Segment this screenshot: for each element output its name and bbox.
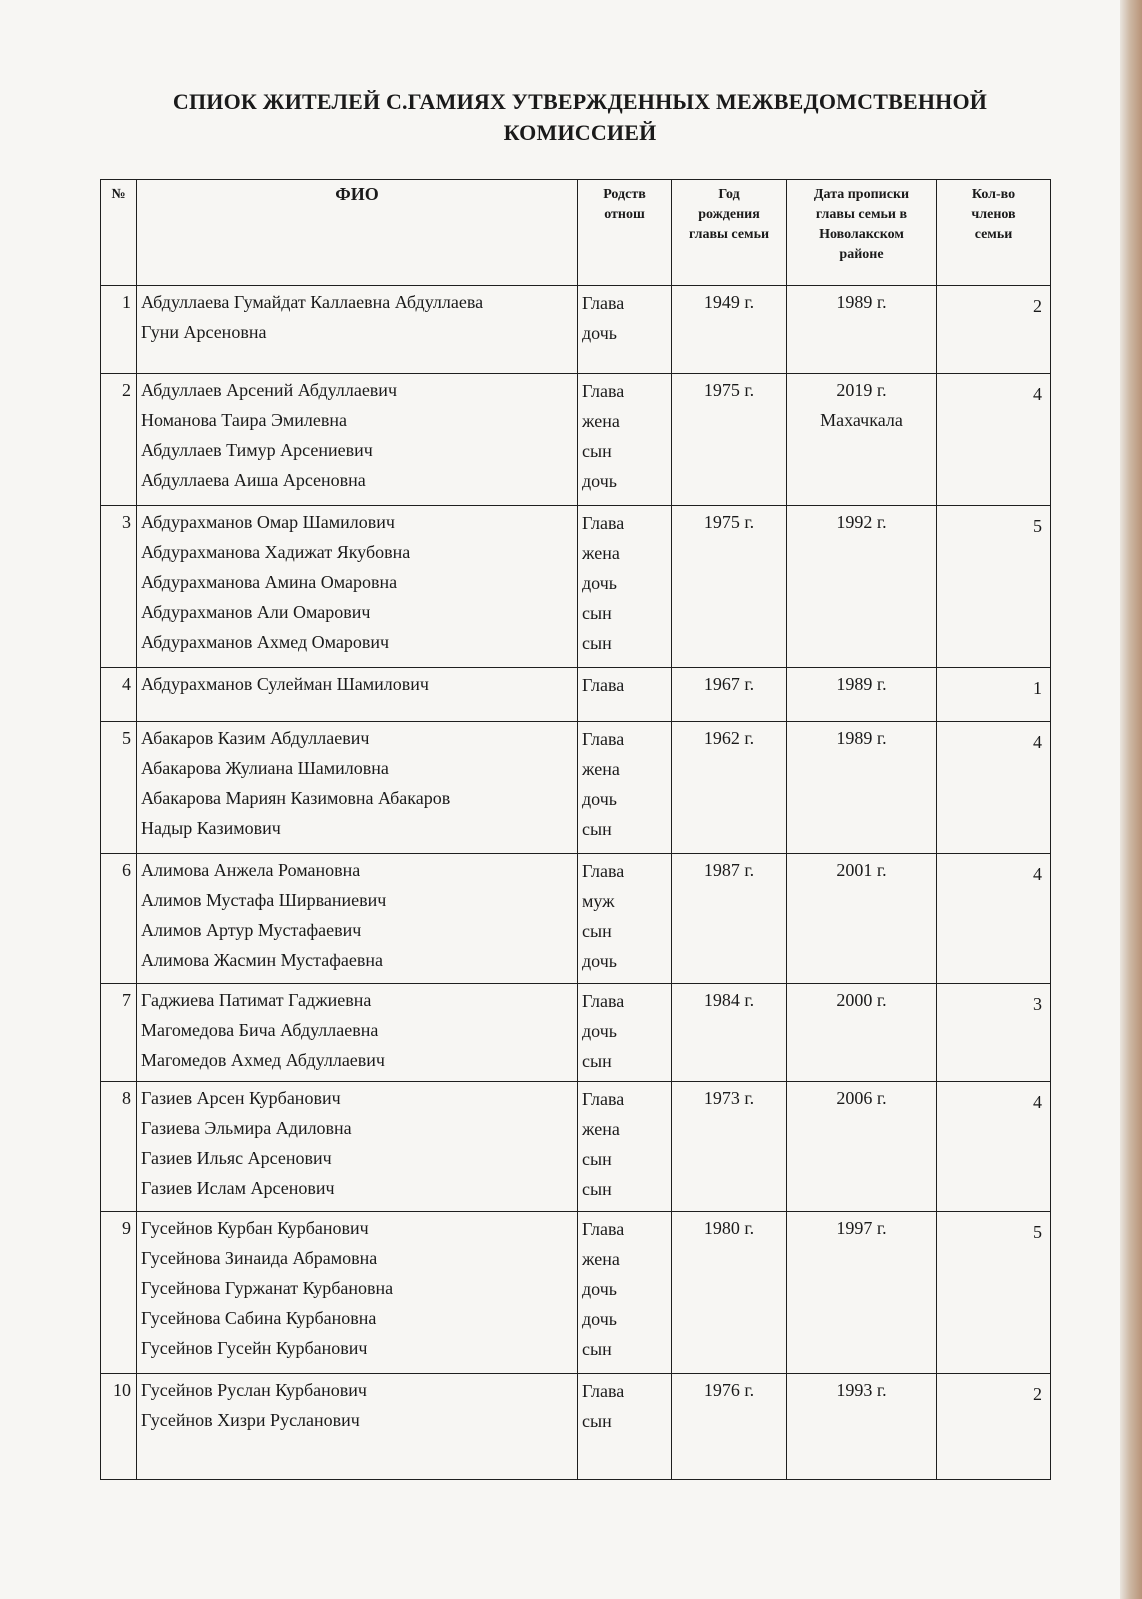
row-birth-year: 1973 г.	[672, 1082, 787, 1212]
row-member-count: 2	[937, 286, 1051, 374]
row-registration: 2019 г. Махачкала	[787, 374, 937, 506]
row-registration: 2006 г.	[787, 1082, 937, 1212]
row-number: 5	[101, 722, 137, 854]
row-birth-year: 1949 г.	[672, 286, 787, 374]
row-relations: Глава жена сын сын	[578, 1082, 672, 1212]
table-row	[101, 984, 1051, 1082]
row-registration: 1992 г.	[787, 506, 937, 668]
row-relations: Глава дочь	[578, 286, 672, 374]
row-relations: Глава дочь сын	[578, 984, 672, 1082]
row-member-count: 2	[937, 1374, 1051, 1480]
table-row	[101, 286, 1051, 374]
row-names: Абдурахманов Сулейман Шамилович	[137, 668, 578, 722]
row-birth-year: 1962 г.	[672, 722, 787, 854]
table-row	[101, 854, 1051, 984]
table-header-row	[101, 180, 1051, 286]
row-relations: Глава жена дочь сын	[578, 722, 672, 854]
row-registration: 2001 г.	[787, 854, 937, 984]
header-reg: Дата прописки главы семьи в Новолакском районе	[787, 180, 937, 286]
row-birth-year: 1976 г.	[672, 1374, 787, 1480]
row-relations: Глава жена дочь дочь сын	[578, 1212, 672, 1374]
row-relations: Глава жена дочь сын сын	[578, 506, 672, 668]
row-number: 4	[101, 668, 137, 722]
row-birth-year: 1975 г.	[672, 374, 787, 506]
row-number: 3	[101, 506, 137, 668]
document-title: СПИОК ЖИТЕЛЕЙ С.ГАМИЯХ УТВЕРЖДЕННЫХ МЕЖВЕДОМСТВЕННОЙ КОМИССИЕЙ	[172, 89, 988, 145]
row-names: Абдурахманов Омар Шамилович Абдурахманова Хадижат Якубовна Абдурахманова Амина Омаровна Абдурахманов Али Омарович Абдурахманов Ахмед Омарович	[137, 506, 578, 668]
table-row	[101, 374, 1051, 506]
row-member-count: 5	[937, 1212, 1051, 1374]
row-relations: Глава муж сын дочь	[578, 854, 672, 984]
row-relations: Глава жена сын дочь	[578, 374, 672, 506]
row-birth-year: 1987 г.	[672, 854, 787, 984]
row-names: Алимова Анжела Романовна Алимов Мустафа Ширваниевич Алимов Артур Мустафаевич Алимова Жасмин Мустафаевна	[137, 854, 578, 984]
row-registration: 1989 г.	[787, 668, 937, 722]
row-birth-year: 1980 г.	[672, 1212, 787, 1374]
row-number: 8	[101, 1082, 137, 1212]
table-row	[101, 668, 1051, 722]
row-registration: 1993 г.	[787, 1374, 937, 1480]
row-names: Газиев Арсен Курбанович Газиева Эльмира Адиловна Газиев Ильяс Арсенович Газиев Ислам Арсенович	[137, 1082, 578, 1212]
row-member-count: 1	[937, 668, 1051, 722]
table-row	[101, 1082, 1051, 1212]
paper-edge	[1120, 0, 1142, 1599]
row-number: 10	[101, 1374, 137, 1480]
header-num: №	[101, 180, 137, 286]
row-member-count: 4	[937, 1082, 1051, 1212]
row-names: Абдуллаева Гумайдат Каллаевна Абдуллаева Гуни Арсеновна	[137, 286, 578, 374]
row-registration: 1989 г.	[787, 286, 937, 374]
table-row	[101, 722, 1051, 854]
row-names: Гусейнов Курбан Курбанович Гусейнова Зинаида Абрамовна Гусейнова Гуржанат Курбановна Гусейнова Сабина Курбановна Гусейнов Гусейн Курбанович	[137, 1212, 578, 1374]
row-number: 9	[101, 1212, 137, 1374]
header-cnt: Кол-во членов семьи	[937, 180, 1051, 286]
row-birth-year: 1967 г.	[672, 668, 787, 722]
row-names: Абдуллаев Арсений Абдуллаевич Номанова Таира Эмилевна Абдуллаев Тимур Арсениевич Абдуллаева Аиша Арсеновна	[137, 374, 578, 506]
header-year: Год рождения главы семьи	[672, 180, 787, 286]
row-registration: 1989 г.	[787, 722, 937, 854]
row-registration: 1997 г.	[787, 1212, 937, 1374]
row-member-count: 4	[937, 854, 1051, 984]
row-member-count: 4	[937, 722, 1051, 854]
row-member-count: 4	[937, 374, 1051, 506]
row-number: 6	[101, 854, 137, 984]
header-fio: ФИО	[137, 180, 578, 286]
row-birth-year: 1984 г.	[672, 984, 787, 1082]
row-number: 7	[101, 984, 137, 1082]
row-member-count: 3	[937, 984, 1051, 1082]
table-row	[101, 1374, 1051, 1480]
row-names: Гусейнов Руслан Курбанович Гусейнов Хизри Русланович	[137, 1374, 578, 1480]
residents-table	[100, 179, 1051, 1480]
row-member-count: 5	[937, 506, 1051, 668]
row-number: 2	[101, 374, 137, 506]
table-row	[101, 1212, 1051, 1374]
header-rel: Родств отнош	[578, 180, 672, 286]
row-birth-year: 1975 г.	[672, 506, 787, 668]
row-registration: 2000 г.	[787, 984, 937, 1082]
row-names: Гаджиева Патимат Гаджиевна Магомедова Бича Абдуллаевна Магомедов Ахмед Абдуллаевич	[137, 984, 578, 1082]
row-number: 1	[101, 286, 137, 374]
row-names: Абакаров Казим Абдуллаевич Абакарова Жулиана Шамиловна Абакарова Мариян Казимовна Абакаров Надыр Казимович	[137, 722, 578, 854]
row-relations: Глава	[578, 668, 672, 722]
table-row	[101, 506, 1051, 668]
row-relations: Глава сын	[578, 1374, 672, 1480]
